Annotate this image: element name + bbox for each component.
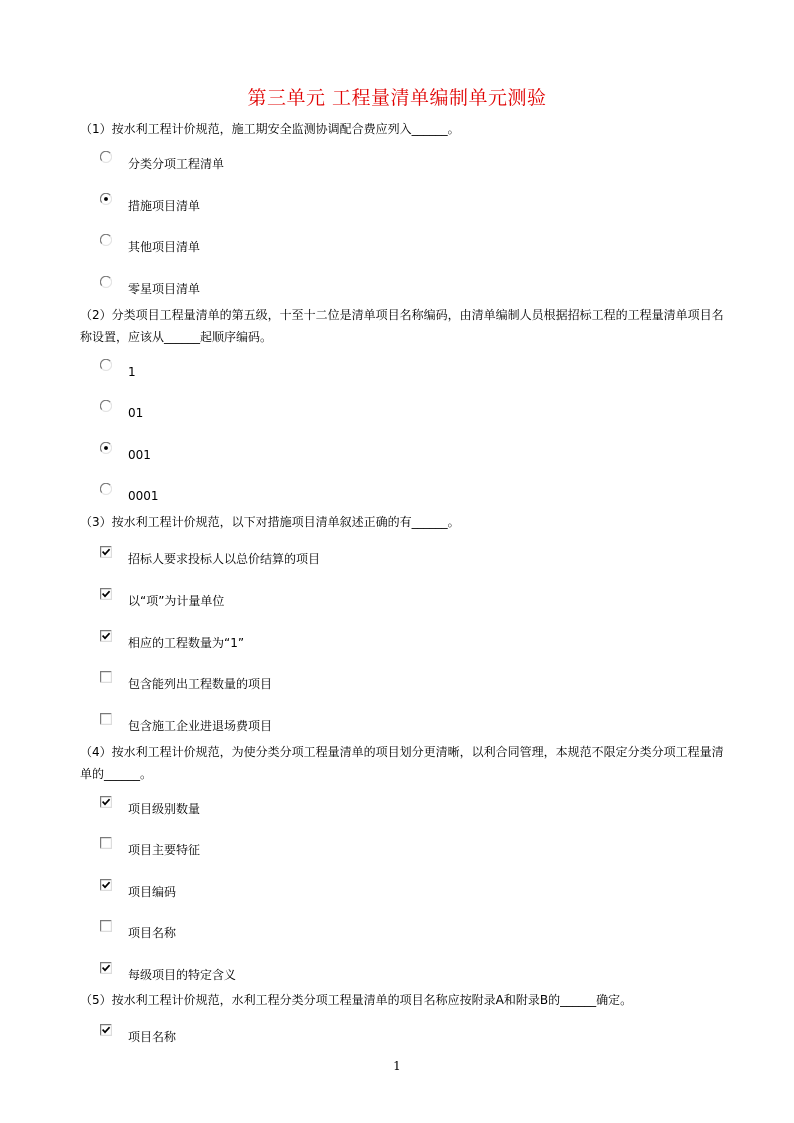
option-label: 零星项目清单 — [128, 282, 201, 296]
answer-option[interactable] — [100, 1024, 700, 1054]
option-label: 001 — [128, 448, 151, 462]
option-label: 其他项目清单 — [128, 240, 201, 254]
checkbox[interactable] — [100, 630, 112, 642]
answer-option[interactable] — [100, 234, 700, 264]
radio-button[interactable] — [100, 359, 112, 371]
checkbox[interactable] — [100, 796, 112, 808]
option-label: 01 — [128, 406, 144, 420]
answer-option[interactable] — [100, 442, 700, 472]
answer-option[interactable] — [100, 962, 700, 992]
option-label: 措施项目清单 — [128, 199, 201, 213]
checkbox[interactable] — [100, 962, 112, 974]
radio-button[interactable] — [100, 483, 112, 495]
answer-option[interactable] — [100, 359, 700, 389]
question-text: （2）分类项目工程量清单的第五级，十至十二位是清单项目名称编码，由清单编制人员根据招标工程的工程量清单项目名称设置，应该从______起顺序编码。 — [80, 308, 724, 344]
answer-option[interactable] — [100, 837, 700, 867]
answer-option[interactable] — [100, 588, 700, 618]
checkbox[interactable] — [100, 671, 112, 683]
radio-button[interactable] — [100, 193, 112, 205]
answer-option[interactable] — [100, 920, 700, 950]
radio-button[interactable] — [100, 442, 112, 454]
radio-button[interactable] — [100, 276, 112, 288]
answer-option[interactable] — [100, 879, 700, 909]
question-text: （5）按水利工程计价规范，水利工程分类分项工程量清单的项目名称应按附录A和附录B的______确定。 — [80, 993, 633, 1007]
option-label: 以“项”为计量单位 — [128, 594, 225, 608]
checkbox[interactable] — [100, 920, 112, 932]
answer-option[interactable] — [100, 276, 700, 306]
answer-option[interactable] — [100, 483, 700, 513]
question-text: （1）按水利工程计价规范，施工期安全监测协调配合费应列入______。 — [80, 122, 460, 136]
answer-option[interactable] — [100, 630, 700, 660]
radio-button[interactable] — [100, 400, 112, 412]
answer-option[interactable] — [100, 713, 700, 743]
option-label: 项目主要特征 — [128, 843, 201, 857]
page-title: 第三单元 工程量清单编制单元测验 — [247, 87, 547, 109]
radio-button[interactable] — [100, 151, 112, 163]
option-label: 相应的工程数量为“1” — [128, 636, 245, 650]
option-label: 招标人要求投标人以总价结算的项目 — [128, 552, 321, 566]
page-number: 1 — [393, 1059, 401, 1073]
checkbox[interactable] — [100, 1024, 112, 1036]
answer-option[interactable] — [100, 400, 700, 430]
option-label: 每级项目的特定含义 — [128, 968, 237, 982]
answer-option[interactable] — [100, 796, 700, 826]
answer-option[interactable] — [100, 151, 700, 181]
option-label: 包含能列出工程数量的项目 — [128, 677, 273, 691]
option-label: 包含施工企业进退场费项目 — [128, 719, 273, 733]
answer-option[interactable] — [100, 671, 700, 701]
checkbox[interactable] — [100, 837, 112, 849]
question-text: （3）按水利工程计价规范，以下对措施项目清单叙述正确的有______。 — [80, 515, 460, 529]
question-text: （4）按水利工程计价规范，为使分类分项工程量清单的项目划分更清晰，以利合同管理，本规范不限定分类分项工程量清单的______。 — [80, 745, 724, 781]
option-label: 项目名称 — [128, 1030, 177, 1044]
radio-button[interactable] — [100, 234, 112, 246]
option-label: 项目编码 — [128, 885, 177, 899]
option-label: 0001 — [128, 489, 159, 503]
option-label: 项目级别数量 — [128, 802, 201, 816]
checkbox[interactable] — [100, 588, 112, 600]
answer-option[interactable] — [100, 193, 700, 223]
checkbox[interactable] — [100, 713, 112, 725]
checkbox[interactable] — [100, 546, 112, 558]
answer-option[interactable] — [100, 546, 700, 576]
checkbox[interactable] — [100, 879, 112, 891]
option-label: 1 — [128, 365, 136, 379]
option-label: 项目名称 — [128, 926, 177, 940]
option-label: 分类分项工程清单 — [128, 157, 225, 171]
